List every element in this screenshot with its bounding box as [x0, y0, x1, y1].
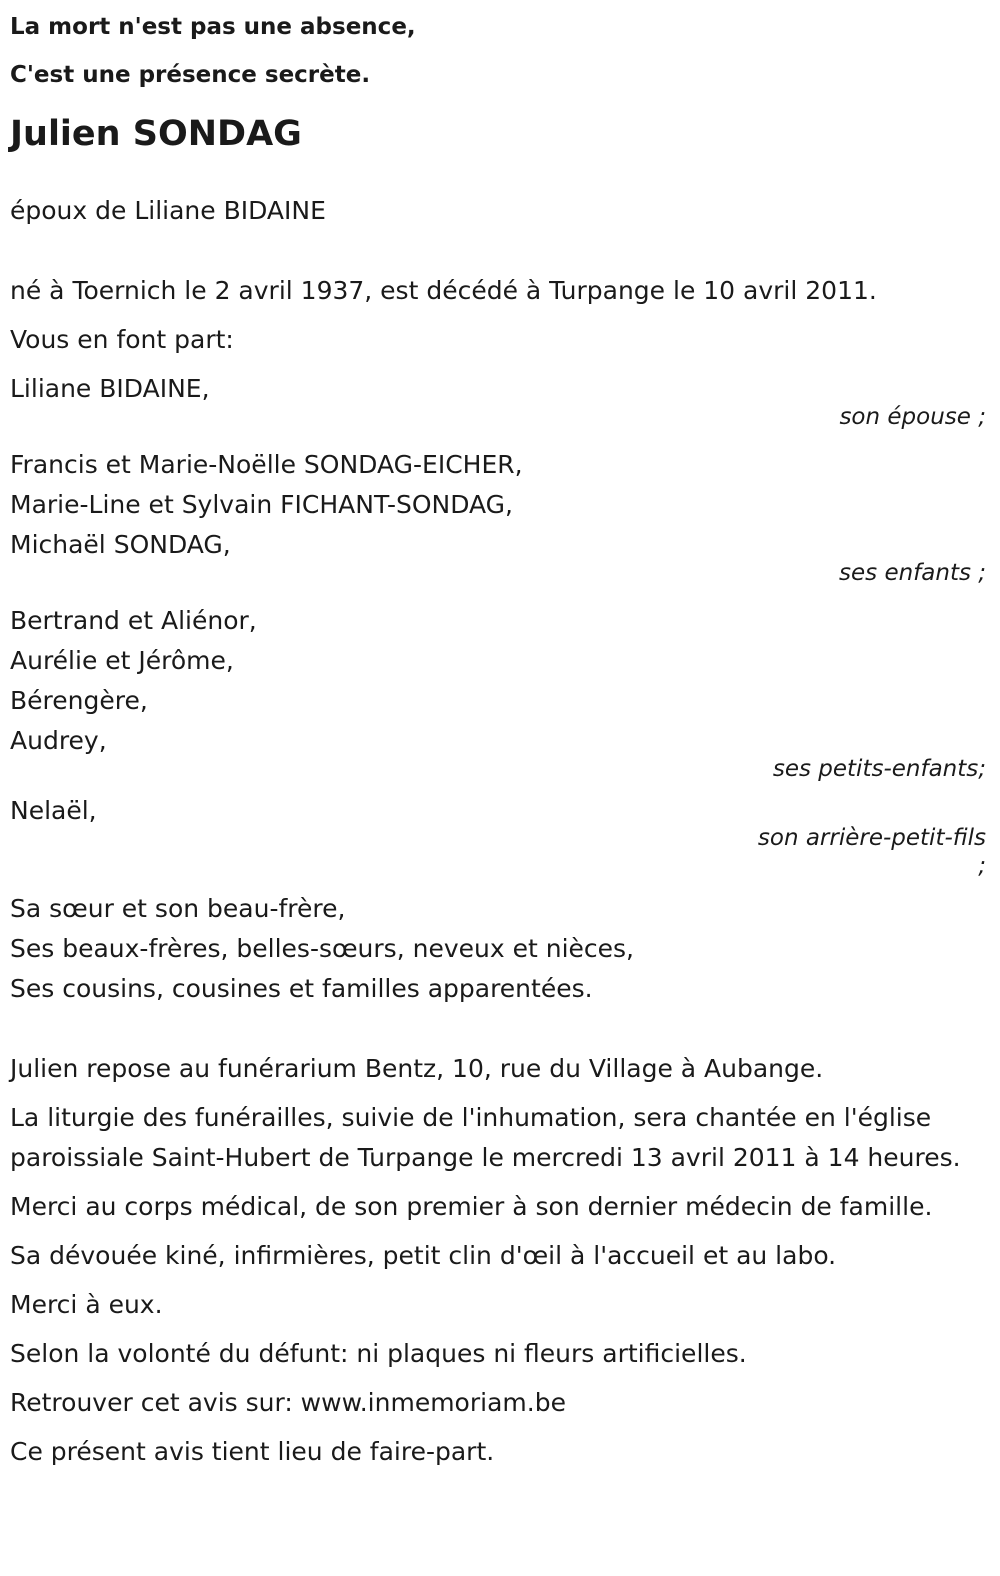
family-member: Nelaël,	[10, 796, 97, 825]
family-member: Francis et Marie-Noëlle SONDAG-EICHER,	[10, 450, 523, 479]
family-member: Sa sœur et son beau-frère,	[10, 894, 346, 923]
family-member: Liliane BIDAINE,	[10, 374, 210, 403]
quote-line-1: La mort n'est pas une absence,	[10, 14, 416, 40]
family-great-grandchild-group	[10, 791, 986, 879]
family-others-group	[10, 889, 986, 1009]
family-member: Marie-Line et Sylvain FICHANT-SONDAG,	[10, 490, 514, 519]
family-member: Bertrand et Aliénor,	[10, 606, 257, 635]
family-spouse-group	[10, 369, 986, 432]
family-member: Michaël SONDAG,	[10, 530, 231, 559]
role-label: ses petits-enfants;	[772, 756, 986, 782]
paragraph-wishes: Selon la volonté du défunt: ni plaques ni fleurs artificielles.	[10, 1339, 747, 1368]
birth-death-line: né à Toernich le 2 avril 1937, est décédé à Turpange le 10 avril 2011.	[10, 276, 877, 305]
family-member: Ses cousins, cousines et familles apparentées.	[10, 974, 593, 1003]
paragraph-funerarium: Julien repose au funérarium Bentz, 10, rue du Village à Aubange.	[10, 1054, 824, 1083]
role-label: son arrière-petit-fils	[757, 825, 986, 851]
role-label: son épouse ;	[839, 404, 986, 430]
role-label-end: ;	[978, 853, 986, 879]
role-label: ses enfants ;	[839, 560, 986, 586]
paragraph-website: Retrouver cet avis sur: www.inmemoriam.be	[10, 1388, 566, 1417]
obituary-notice	[10, 0, 986, 1481]
quote-block	[10, 3, 986, 99]
notice-paragraphs	[10, 1049, 986, 1472]
paragraph-faire-part: Ce présent avis tient lieu de faire-part.	[10, 1437, 495, 1466]
family-member: Audrey,	[10, 726, 107, 755]
family-member: Ses beaux-frères, belles-sœurs, neveux et nièces,	[10, 934, 634, 963]
paragraph-thanks-staff: Sa dévouée kiné, infirmières, petit clin d'œil à l'accueil et au labo.	[10, 1241, 837, 1270]
family-grandchildren-group	[10, 601, 986, 784]
paragraph-thanks-medical: Merci au corps médical, de son premier à son dernier médecin de famille.	[10, 1192, 933, 1221]
family-member: Aurélie et Jérôme,	[10, 646, 234, 675]
deceased-name: Julien SONDAG	[10, 114, 302, 154]
announce-line: Vous en font part:	[10, 325, 234, 354]
spouse-line: époux de Liliane BIDAINE	[10, 196, 326, 225]
quote-line-2: C'est une présence secrète.	[10, 62, 371, 88]
paragraph-liturgy: La liturgie des funérailles, suivie de l'inhumation, sera chantée en l'église paroissiale Saint-Hubert de Turpange le mercredi 13 avril 2011 à 14 heures.	[10, 1103, 961, 1172]
family-children-group	[10, 445, 986, 588]
family-member: Bérengère,	[10, 686, 148, 715]
paragraph-thanks: Merci à eux.	[10, 1290, 163, 1319]
